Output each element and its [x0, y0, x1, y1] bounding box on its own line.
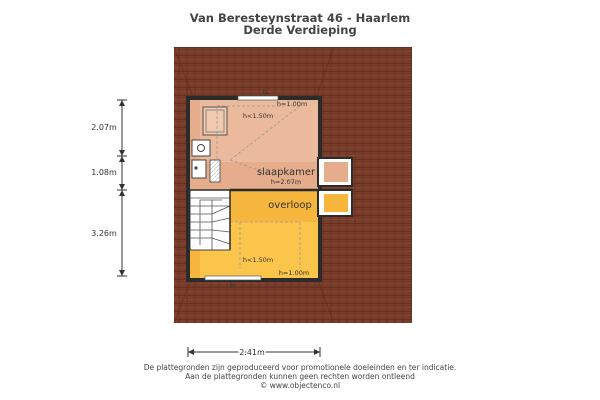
vertical-dimension — [117, 100, 127, 276]
height-label-bottom-right: h=1.00m — [278, 269, 310, 277]
plan-address-title: Van Beresteynstraat 46 - Haarlem — [189, 11, 411, 25]
bedroom-label: slaapkamer — [256, 167, 316, 178]
window-marker-bottom: b. — [229, 281, 237, 289]
height-label-top-attic: h<1.50m — [242, 112, 274, 120]
height-label-bottom-attic: h<1.50m — [242, 256, 274, 264]
window-marker-top: b. — [262, 88, 270, 96]
plan-floor-title: Derde Verdieping — [243, 23, 357, 37]
dimension-label-3: 3.26m — [91, 229, 117, 238]
landing-label: overloop — [268, 200, 312, 211]
bedroom-height-label: h=2.07m — [270, 178, 302, 186]
dimension-label-2: 1.08m — [91, 168, 117, 177]
skylight — [203, 107, 227, 135]
copyright-link[interactable]: © www.objectenco.nl — [259, 381, 341, 390]
disclaimer-line-2: Aan de plattegronden kunnen geen rechten worden ontleend — [185, 372, 415, 381]
water-heater — [192, 160, 206, 178]
staircase — [190, 190, 230, 250]
width-dimension-label: 2.41m — [239, 348, 265, 357]
window-top — [238, 96, 278, 100]
boiler — [192, 140, 210, 156]
dimension-label-1: 2.07m — [91, 123, 117, 132]
window-bottom — [205, 276, 261, 280]
height-label-top-right: h=1.00m — [276, 100, 308, 108]
disclaimer-line-1: De plattegronden zijn geproduceerd voor promotionele doeleinden en ter indicatie. — [143, 363, 457, 372]
